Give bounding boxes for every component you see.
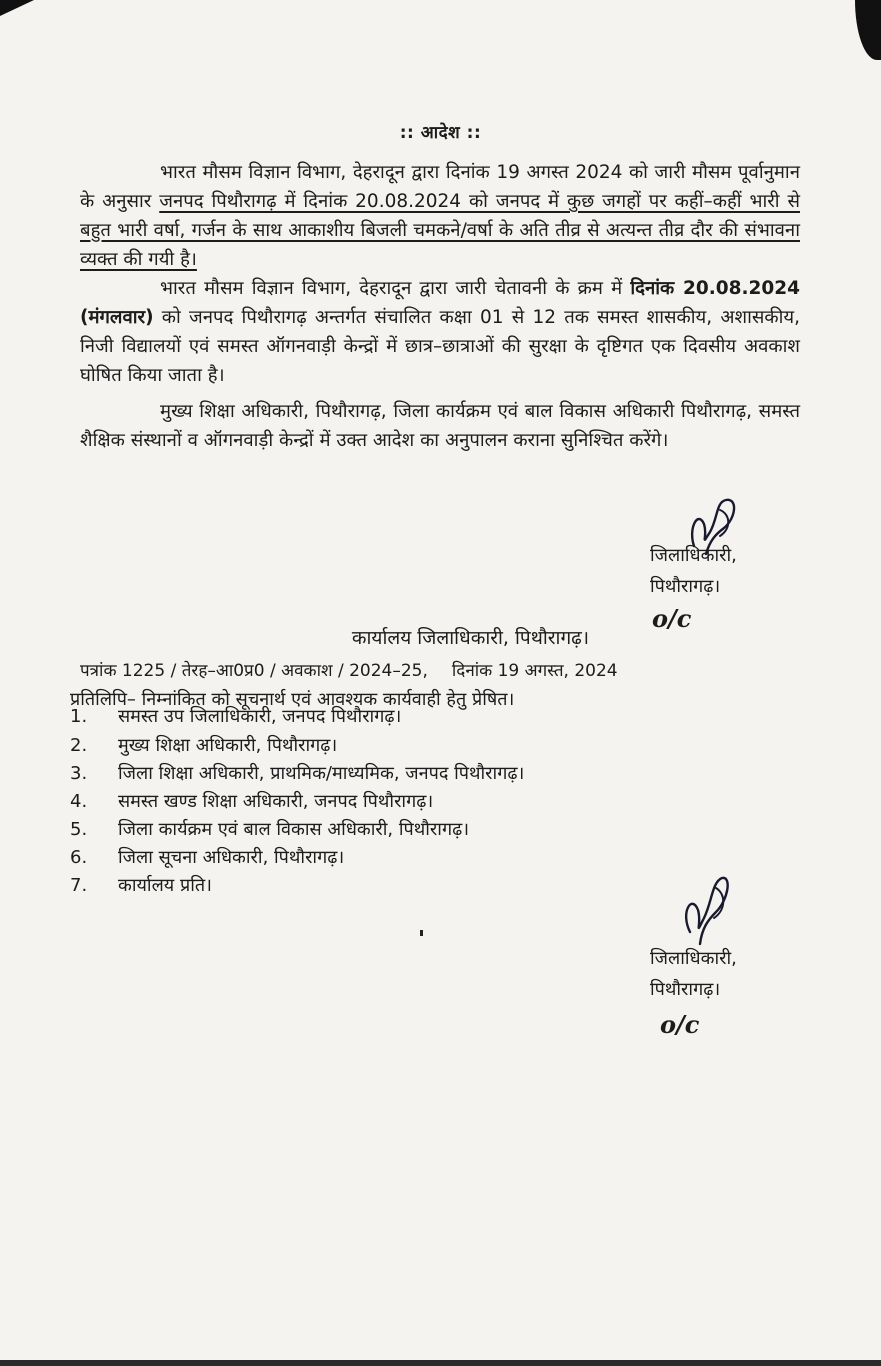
copy-to-line: प्रतिलिपि– निम्नांकित को सूचनार्थ एवं आवश्यक कार्यवाही हेतु प्रेषित।	[70, 689, 515, 710]
scan-corner-top-left	[0, 0, 34, 16]
order-heading: :: आदेश ::	[399, 123, 482, 143]
list-item: 7. कार्यालय प्रति।	[70, 875, 212, 896]
list-item: 3. जिला शिक्षा अधिकारी, प्राथमिक/माध्यमिक, जनपद पिथौरागढ़।	[70, 763, 525, 784]
paragraph-compliance: मुख्य शिक्षा अधिकारी, पिथौरागढ़, जिला कार्यक्रम एवं बाल विकास अधिकारी पिथौरागढ़, समस्त शैक्षिक संस्थानों व ऑगनवाड़ी केन्द्रों में उक्त आदेश का अनुपालन कराना सुनिश्चित करेंगे।	[80, 401, 800, 451]
office-title: कार्यालय जिलाधिकारी, पिथौरागढ़।	[351, 627, 590, 649]
signature-mark-2	[672, 868, 742, 948]
reference-number: पत्रांक 1225 / तेरह–आ0प्र0 / अवकाश / 2024–25,	[80, 661, 428, 681]
list-item: 1. समस्त उप जिलाधिकारी, जनपद पिथौरागढ़।	[70, 706, 402, 727]
scan-corner-top-right	[855, 0, 881, 60]
paragraph-forecast	[80, 158, 800, 274]
ink-speck	[420, 930, 423, 936]
list-item: 6. जिला सूचना अधिकारी, पिथौरागढ़।	[70, 847, 345, 868]
scan-bottom-edge	[0, 1360, 881, 1366]
signatory-place-2: पिथौरागढ़।	[650, 979, 721, 1000]
paragraph-holiday-date: दिनांक 20.08.2024 (मंगलवार)	[80, 278, 800, 328]
signature-initials-2: o/c	[660, 1010, 700, 1039]
list-item: 4. समस्त खण्ड शिक्षा अधिकारी, जनपद पिथौरागढ़।	[70, 791, 434, 812]
signature-block-2	[650, 943, 737, 1005]
reference-date: दिनांक 19 अगस्त, 2024	[451, 661, 618, 681]
signature-block-1	[650, 540, 737, 602]
paragraph-forecast-lead: भारत मौसम विज्ञान विभाग, देहरादून द्वारा दिनांक 19 अगस्त 2024 को जारी मौसम पूर्वानुमान के अनुसार	[80, 162, 800, 212]
signatory-designation-1: जिलाधिकारी,	[650, 545, 737, 566]
reference-line	[80, 658, 618, 681]
signatory-designation-2: जिलाधिकारी,	[650, 948, 737, 969]
paragraph-holiday	[80, 274, 800, 390]
signature-initials-1: o/c	[652, 604, 692, 633]
signatory-place-1: पिथौरागढ़।	[650, 576, 721, 597]
paragraph-holiday-rest: को जनपद पिथौरागढ़ अन्तर्गत संचालित कक्षा 01 से 12 तक समस्त शासकीय, अशासकीय, निजी विद्यालयों एवं समस्त ऑगनवाड़ी केन्द्रों में छात्र–छात्राओं की सुरक्षा के दृष्टिगत एक दिवसीय अवकाश घोषित किया जाता है।	[80, 307, 800, 386]
paragraph-forecast-underlined: जनपद पिथौरागढ़ में दिनांक 20.08.2024 को जनपद में कुछ जगहों पर कहीं–कहीं भारी से बहुत भारी वर्षा, गर्जन के साथ आकाशीय बिजली चमकने/वर्षा के अति तीव्र से अत्यन्त तीव्र दौर की संभावना व्यक्त की गयी है।	[80, 191, 800, 270]
paragraph-holiday-lead: भारत मौसम विज्ञान विभाग, देहरादून द्वारा जारी चेतावनी के क्रम में	[160, 278, 631, 299]
list-item: 5. जिला कार्यक्रम एवं बाल विकास अधिकारी, पिथौरागढ़।	[70, 819, 470, 840]
list-item: 2. मुख्य शिक्षा अधिकारी, पिथौरागढ़।	[70, 735, 338, 756]
